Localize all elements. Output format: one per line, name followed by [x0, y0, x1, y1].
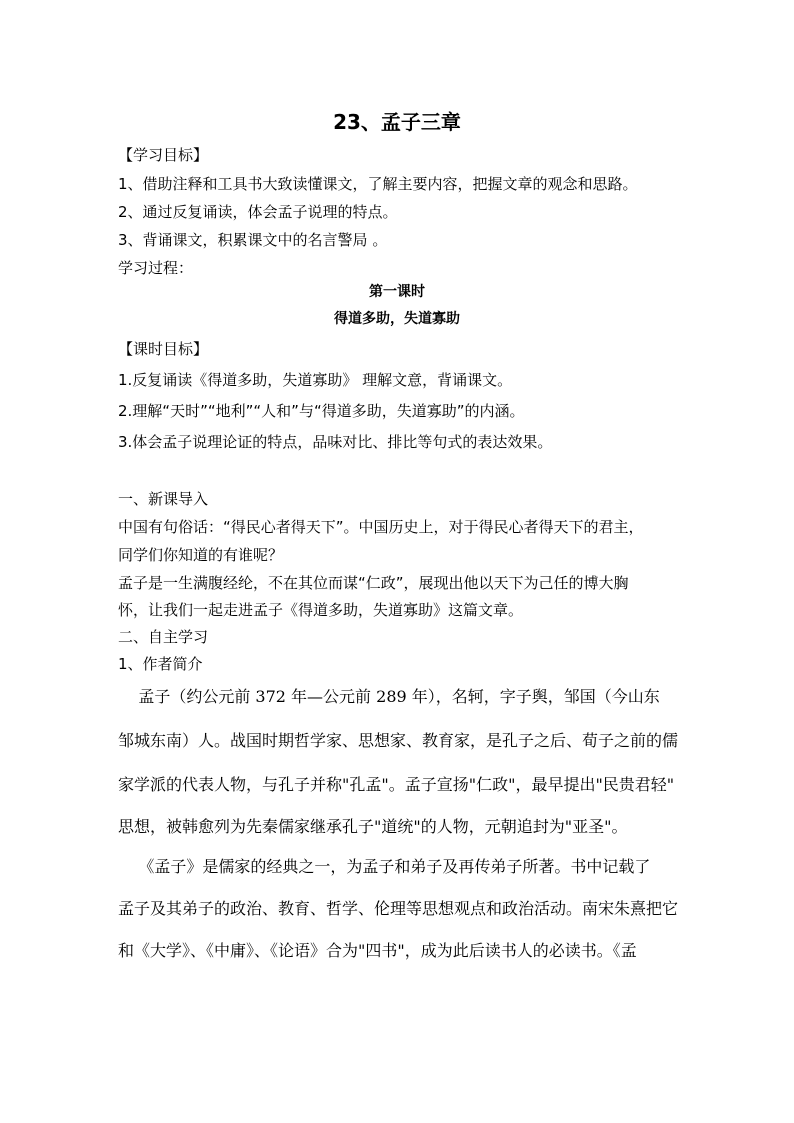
lesson-objective-item: 2.理解“天时”“地利”“人和”与“得道多助，失道寡助”的内涵。: [118, 402, 525, 420]
intro-line: 同学们你知道的有谁呢？: [118, 546, 284, 564]
bio-line: 邹城东南）人。战国时期哲学家、思想家、教育家，是孔子之后、荀子之前的儒: [118, 731, 679, 750]
objective-item: 3、背诵课文，积累课文中的名言警局 。: [118, 231, 388, 249]
lesson-objective-item: 3.体会孟子说理论证的特点，品味对比、排比等句式的表达效果。: [118, 433, 553, 451]
intro-line: 中国有句俗话：“得民心者得天下”。中国历史上，对于得民心者得天下的君主，: [118, 518, 644, 536]
lesson-objective-item: 1.反复诵读《得道多助，失道寡助》 理解文意，背诵课文。: [118, 371, 513, 389]
bio-line: 孟子（约公元前 372 年—公元前 289 年），名轲，字子舆，邹国（今山东: [118, 687, 660, 706]
section-heading: 二、自主学习: [118, 628, 209, 646]
section-heading: 一、新课导入: [118, 490, 209, 508]
lesson-title: 第一课时: [369, 284, 425, 300]
author-heading: 1、作者简介: [118, 655, 203, 673]
lesson-subtitle: 得道多助，失道寡助: [334, 311, 460, 327]
bio-line: 家学派的代表人物，与孔子并称"孔孟"。孟子宣扬"仁政"，最早提出"民贵君轻": [118, 775, 675, 794]
page-title: 23、孟子三章: [333, 110, 461, 134]
intro-line: 怀，让我们一起走进孟子《得道多助，失道寡助》这篇文章。: [118, 601, 524, 619]
objective-item: 1、借助注释和工具书大致读懂课文，了解主要内容，把握文章的观念和思路。: [118, 175, 638, 193]
bio-line: 和《大学》、《中庸》、《论语》合为"四书"，成为此后读书人的必读书。《孟: [118, 941, 637, 960]
objectives-header: 【学习目标】: [118, 146, 209, 164]
bio-line: 孟子及其弟子的政治、教育、哲学、伦理等思想观点和政治活动。南宋朱熹把它: [118, 899, 679, 918]
intro-line: 孟子是一生满腹经纶，不在其位而谋“仁政”，展现出他以天下为己任的博大胸: [118, 574, 629, 592]
lesson-objectives-header: 【课时目标】: [118, 340, 209, 358]
process-label: 学习过程：: [118, 259, 194, 277]
objective-item: 2、通过反复诵读，体会孟子说理的特点。: [118, 203, 398, 221]
bio-line: 思想，被韩愈列为先秦儒家继承孔子"道统"的人物，元朝追封为"亚圣"。: [118, 817, 628, 836]
bio-line: 《孟子》是儒家的经典之一，为孟子和弟子及再传弟子所著。书中记载了: [118, 857, 651, 876]
